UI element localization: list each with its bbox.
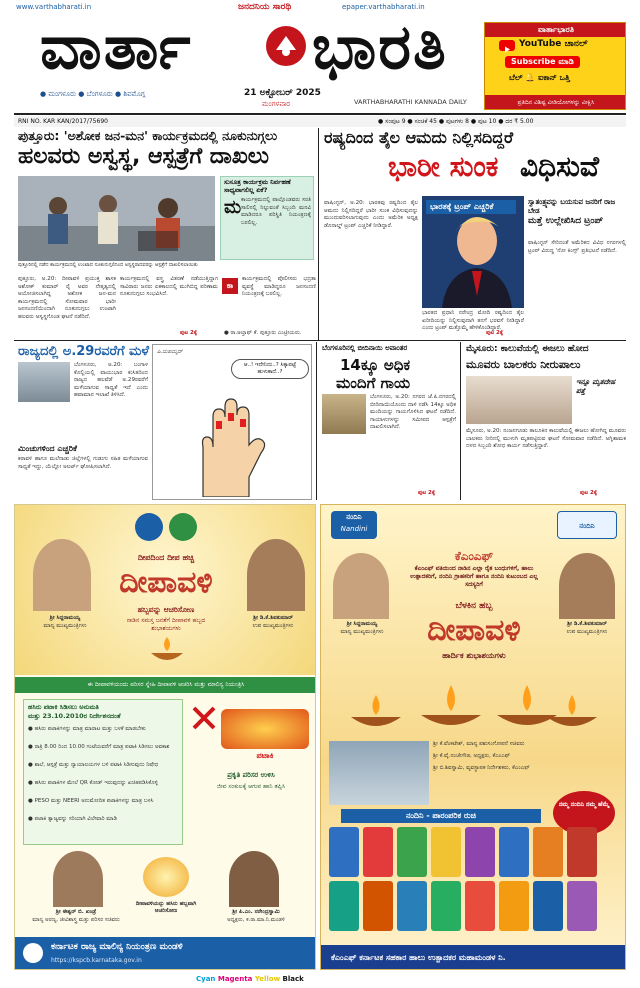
kspcb-rules-title: ಹಸಿರು ಪಟಾಕಿ ಸಿಡಿಸಲು ಅನುಮತಿ bbox=[28, 703, 99, 711]
kspcb-footer-url[interactable]: https://kspcb.karnataka.gov.in bbox=[51, 957, 142, 964]
issue-day: ಮಂಗಳವಾರ bbox=[262, 100, 291, 108]
kspcb-rules-date: ಮತ್ತು 23.10.2010ರ ನಿರ್ದೇಶನದಂತೆ bbox=[28, 712, 121, 720]
rain-story-subhead: ಮಿಂಚುಗಳಿಂದ ಎಚ್ಚರಿಕೆ bbox=[18, 444, 77, 453]
nandini-leaders-photo bbox=[329, 741, 429, 805]
nandini-ad-intro: ಕೆಎಂಎಫ್ ವತಿಯಿಂದ ನಾಡಿನ ಎಲ್ಲಾ ರೈತ ಬಂಧುಗಳಿಗೆ, ಹಾಲು ಉತ್ಪಾದಕರಿಗೆ, ನಂದಿನಿ ಗ್ರಾಹಕರಿಗೆ ಹಾಗೂ ನಂದಿನಿ ಕುಟುಂಬದ ಎಲ್ಲ ಸದಸ್ಯರಿಗೆ bbox=[410, 565, 538, 588]
kspcb-cm-name: ಶ್ರೀ ಸಿದ್ದರಾಮಯ್ಯ bbox=[49, 615, 81, 621]
right-story-headline-line1[interactable]: ರಷ್ಯದಿಂದ ತೈಲ ಆಮದು ನಿಲ್ಲಿಸದಿದ್ದರೆ bbox=[324, 128, 514, 147]
eco-subtitle: ಜೀವ ಸಂಕುಲಕ್ಕೆ ಆಗುವ ಹಾನಿ ತಪ್ಪಿಸಿ bbox=[216, 783, 286, 790]
minister1-name: ಶ್ರೀ ಈಶ್ವರ್ ಬಿ. ಖಂಡ್ರೆ bbox=[55, 909, 97, 915]
dog-story-body: ಬೆಂಗಳೂರು, ಅ.20: ನಗರದ ಜೆ.ಪಿ.ನಗರದಲ್ಲಿ ಬೀದಿನಾಯಿಯೊಂದು ದಾಳಿ ನಡೆಸಿ 14ಕ್ಕೂ ಅಧಿಕ ಮಂದಿಯನ್ನು ಗಾಯಗೊಳಿಸಿದ ಘಟನೆ ನಡೆದಿದೆ. ಗಾಯಾಳುಗಳನ್ನು ಸಮೀಪದ ಆಸ್ಪತ್ರೆಗೆ ದಾಖಲಿಸಲಾಗಿದೆ. bbox=[370, 394, 456, 431]
diya-row-icon bbox=[341, 665, 607, 735]
quote-icon: ಕಾ bbox=[222, 278, 238, 294]
editorial-cartoon[interactable] bbox=[152, 344, 312, 500]
cm-portrait bbox=[33, 539, 91, 611]
kspcb-cm-role: ಮಾನ್ಯ ಮುಖ್ಯಮಂತ್ರಿಗಳು bbox=[43, 623, 87, 629]
product-pack bbox=[363, 881, 393, 931]
dog-story-kicker: ಬೆಂಗಳೂರಿನಲ್ಲಿ ಬೀದಿನಾಯಿ ಅವಾಂತರ bbox=[322, 344, 408, 352]
rain-story-sub-body: ಕರಾವಳಿ ಹಾಗೂ ಮಲೆನಾಡು ಜಿಲ್ಲೆಗಳಲ್ಲಿ ಗುಡುಗು ಸಹಿತ ಮಳೆಯಾಗುವ ಸಾಧ್ಯತೆ ಇದ್ದು, ಯೆಲ್ಲೋ ಅಲರ್ಟ್ ಘೋಷಿಸಲಾಗಿದೆ. bbox=[18, 456, 148, 470]
youtube-ad[interactable] bbox=[484, 22, 626, 110]
nandini-leader-2: ಶ್ರೀ ಕೆ.ವೈ.ನಂಜೇಗೌಡ, ಅಧ್ಯಕ್ಷರು, ಕೆಎಂಎಫ್ bbox=[433, 753, 511, 759]
issue-info: ● ಸಂಪುಟ 9 ● ಸಂಚಿಕೆ 45 ● ಪುಟಗಳು 8 ● ಪುಟ 10 ● ದರ ₹ 5.00 bbox=[378, 118, 534, 125]
dog-story-continue-link[interactable]: ಪುಟ 2ಕ್ಕೆ bbox=[418, 490, 436, 496]
right-story-side-title2: ಮತ್ತೆ ಉಲ್ಲೇಖಿಸಿದ ಟ್ರಂಪ್ bbox=[528, 216, 604, 226]
kspcb-ad-title: ದೀಪಾವಳಿ bbox=[119, 565, 213, 600]
nandini-brand-kn: ನಂದಿನಿ bbox=[346, 513, 362, 521]
product-pack bbox=[329, 827, 359, 877]
cartoon-hand-drawing bbox=[183, 387, 283, 497]
product-pack bbox=[567, 881, 597, 931]
kspcb-dcm-name: ಶ್ರೀ ಡಿ.ಕೆ.ಶಿವಕುಮಾರ್ bbox=[253, 615, 293, 621]
product-pack bbox=[397, 827, 427, 877]
product-pack bbox=[465, 881, 495, 931]
mysore-story-side-label: ಇನ್ನೂ ಮೃತದೇಹ ಪತ್ತೆ bbox=[576, 378, 616, 396]
nandini-footer: ಕೆಎಂಎಫ್ ಕರ್ನಾಟಕ ಸಹಕಾರ ಹಾಲು ಉತ್ಪಾದಕರ ಮಹಾಮಂಡಳ ನಿ. bbox=[321, 945, 626, 970]
kspcb-deepavali-ad[interactable] bbox=[14, 504, 316, 970]
color-cyan: Cyan bbox=[196, 975, 216, 983]
left-story-byline: ● ರಾ.ಅಲ್ತಾಫ್ ಕೆ. ಪುತ್ತೂರು ಎಂಟ್ರೀಯರು. bbox=[224, 330, 302, 336]
rule-bullet: ● bbox=[28, 816, 35, 822]
color-yellow: Yellow bbox=[254, 975, 281, 983]
sidebar-box-title: ಸುಸೂತ್ರ ಕಾರ್ಯಕ್ರಮ ನಿರ್ವಹಣೆ ಸಾಧ್ಯವಾಗಲಿಲ್ಲ ಏಕೆ? bbox=[224, 178, 291, 194]
right-story-side-title: ಸ್ವಾತಂತ್ರ್ಯವನ್ನು ಬಯಸುವ ಜನರಿಗೆ ರಾಜ ಬೇಡ bbox=[528, 198, 616, 215]
right-story-body-col1: ವಾಷಿಂಗ್ಟನ್, ಅ.20: ಭಾರತವು ರಷ್ಯದಿಂದ ತೈಲ ಆಮದು ನಿಲ್ಲಿಸದಿದ್ದರೆ ಭಾರೀ ಸುಂಕ ವಿಧಿಸುವುದನ್ನು ಮುಂದುವರಿಸಲಾಗುವುದು ಎಂದು ಅಮೆರಿಕ ಅಧ್ಯಕ್ಷ ಡೊನಾಲ್ಡ್ ಟ್ರಂಪ್ ಎಚ್ಚರಿಕೆ ನೀಡಿದ್ದಾರೆ. bbox=[324, 200, 418, 229]
kspcb-ad-subtitle: ಹಬ್ಬವನ್ನು ಆಚರಿಸೋಣ bbox=[137, 605, 195, 614]
right-story-continue-link[interactable]: ಪುಟ 2ಕ್ಕೆ bbox=[486, 330, 504, 336]
nandini-logo-right: ನಂದಿನಿ bbox=[557, 511, 617, 539]
subscribe-button[interactable]: Subscribe ಮಾಡಿ bbox=[505, 56, 580, 68]
nandini-dcm-name: ಶ್ರೀ ಡಿ.ಕೆ.ಶಿವಕುಮಾರ್ bbox=[567, 621, 607, 627]
product-pack bbox=[431, 881, 461, 931]
nandini-dcm-role: ಉಪ ಮುಖ್ಯಮಂತ್ರಿಗಳು bbox=[566, 629, 608, 635]
product-pack bbox=[397, 881, 427, 931]
youtube-ad-channel: YouTube ಚಾನಲ್ bbox=[519, 39, 588, 49]
minister2-role: ಅಧ್ಯಕ್ಷರು, ಕ.ರಾ.ಮಾ.ನಿ.ಮಂಡಳಿ bbox=[227, 917, 285, 923]
nandini-badge: ನಮ್ಮ ನಂದಿನಿ ನಮ್ಮ ಹೆಮ್ಮೆ bbox=[553, 791, 615, 835]
kspcb-rule-6: ● ಪಟಾಕಿ ತ್ಯಾಜ್ಯವನ್ನು ಸರಿಯಾಗಿ ವಿಲೇವಾರಿ ಮಾಡಿ bbox=[28, 816, 117, 822]
left-story-body-col2: ಕಾರ್ಯಕ್ರಮದಲ್ಲಿ ವಸ್ತ್ರ ವಿತರಣೆ ನಡೆಯುತ್ತಿದ್ದಾಗ ಸಾವಿರಾರು ಜನರು ಏಕಕಾಲದಲ್ಲಿ ಮುಗಿಬಿದ್ದ ಪರಿಣಾಮ ನೂಕುನುಗ್ಗಲು ಸಂಭವಿಸಿದೆ. bbox=[120, 276, 218, 298]
masthead-emblem-icon bbox=[266, 26, 306, 66]
editions-list: ● ಮಂಗಳೂರು ● ಬೆಂಗಳೂರು ● ಶಿವಮೊಗ್ಗ bbox=[40, 90, 146, 98]
product-pack bbox=[363, 827, 393, 877]
cracker-image bbox=[221, 709, 309, 749]
column-divider bbox=[318, 128, 319, 340]
rain-story-photo bbox=[18, 362, 70, 402]
kspcb-footer bbox=[15, 937, 316, 970]
nandini-tagline: ನಂದಿನಿ - ಪಾರಂಪರಿಕ ರುಚಿ bbox=[341, 809, 541, 823]
rule-bullet: ● bbox=[28, 762, 35, 768]
epaper-url[interactable]: epaper.varthabharati.in bbox=[342, 3, 425, 11]
mysore-story-kicker: ಮೈಸೂರು: ಕಾಲುವೆಯಲ್ಲಿ ಈಜಲು ಹೋದ bbox=[466, 344, 589, 354]
nandini-dcm-portrait bbox=[559, 553, 615, 619]
youtube-ad-bell: ಬೆಲ್ 🔔 ಐಕಾನ್ ಒತ್ತಿ bbox=[509, 73, 570, 82]
eco-title: ಪ್ರಕೃತಿ ಪರಿಸರ ಉಳಿಸಿ bbox=[227, 771, 275, 779]
center-diya-icon bbox=[143, 857, 189, 897]
sidebar-box-text: ಕಾರ್ಯಕ್ರಮದಲ್ಲಿ ಪಾಲ್ಗೊಂಡವರು ಸರತಿ ಸಾಲಿನಲ್ಲಿ ನಿಲ್ಲುವಂತೆ ಸಿಬ್ಬಂದಿ ಮನವಿ ಮಾಡಿದರೂ ಪರಿಸ್ಥಿತಿ ನಿಯಂತ್ರಣಕ್ಕೆ ಬರಲಿಲ್ಲ. bbox=[241, 197, 311, 226]
product-pack bbox=[465, 827, 495, 877]
right-story-side-body: ವಾಷಿಂಗ್ಟನ್ ಸೇರಿದಂತೆ ಅಮೆರಿಕದ ವಿವಿಧ ನಗರಗಳಲ್ಲಿ ಟ್ರಂಪ್ ವಿರುದ್ಧ 'ನೋ ಕಿಂಗ್ಸ್' ಪ್ರತಿಭಟನೆ ನಡೆದಿದೆ. bbox=[528, 240, 626, 254]
nandini-leader-3: ಶ್ರೀ ಬಿ.ಶಿವಸ್ವಾಮಿ, ವ್ಯವಸ್ಥಾಪಕ ನಿರ್ದೇಶಕರು, ಕೆಎಂಎಫ್ bbox=[433, 765, 530, 771]
section-divider bbox=[14, 340, 626, 341]
nandini-logo bbox=[331, 511, 377, 539]
mysore-story-photos bbox=[466, 376, 572, 424]
nandini-cm-portrait bbox=[333, 553, 389, 619]
right-story-headline-red[interactable]: ಭಾರೀ ಸುಂಕ bbox=[388, 150, 499, 183]
kspcb-logos bbox=[126, 513, 206, 549]
kspcb-center-caption: ದೀಪಾವಳಿಯನ್ನು ಹಸಿರು ಹಬ್ಬವಾಗಿ ಆಚರಿಸೋಣ bbox=[135, 901, 197, 914]
nandini-ad-lights: ಬೆಳಕಿನ ಹಬ್ಬ bbox=[455, 601, 493, 611]
kmf-label: ಕೆಎಂಎಫ್ bbox=[454, 549, 494, 563]
nandini-deepavali-ad[interactable] bbox=[320, 504, 626, 970]
no-cracker-cross-icon bbox=[191, 705, 217, 731]
dcm-portrait bbox=[247, 539, 305, 611]
diya-lamp-icon bbox=[147, 633, 187, 665]
left-story-kicker: ಪುತ್ತೂರು: 'ಅಶೋಕ ಜನ-ಮನ' ಕಾರ್ಯಕ್ರಮದಲ್ಲಿ ನೂಕುನುಗ್ಗಲು bbox=[18, 128, 278, 143]
minister2-portrait bbox=[229, 851, 279, 907]
rni-number: RNI NO. KAR KAN/2017/75690 bbox=[18, 118, 108, 125]
kspcb-rule-1: ● ಹಸಿರು ಪಟಾಕಿಗಳನ್ನು ಮಾತ್ರ ಮಾರಾಟ ಮತ್ತು ಬಳಕೆ ಮಾಡಬೇಕು bbox=[28, 726, 146, 732]
product-pack bbox=[533, 881, 563, 931]
product-pack bbox=[499, 881, 529, 931]
mysore-story-continue-link[interactable]: ಪುಟ 2ಕ್ಕೆ bbox=[580, 490, 598, 496]
rule-bullet: ● bbox=[28, 726, 35, 732]
left-story-quote: ಕಾರ್ಯಕ್ರಮದಲ್ಲಿ ಪೊಲೀಸರು ಭದ್ರತಾ ವ್ಯವಸ್ಥೆ ಮಾಡಿದ್ದರೂ ಜನಸಂದಣಿ ನಿಯಂತ್ರಣಕ್ಕೆ ಬರಲಿಲ್ಲ. bbox=[242, 276, 316, 298]
kspcb-rule-2: ● ರಾತ್ರಿ 8.00 ರಿಂದ 10.00 ಗಂಟೆಯವರೆಗೆ ಮಾತ್ರ ಪಟಾಕಿ ಸಿಡಿಸಲು ಅವಕಾಶ bbox=[28, 744, 170, 750]
masthead-title-right: ಭಾರತಿ bbox=[312, 10, 448, 83]
column-divider-3 bbox=[460, 342, 461, 500]
dog-story-headline-2[interactable]: ಮಂದಿಗೆ ಗಾಯ bbox=[336, 374, 411, 392]
color-magenta: Magenta bbox=[217, 975, 253, 983]
rule-bullet: ● bbox=[28, 744, 35, 750]
dog-story-photo bbox=[322, 394, 366, 434]
minister1-portrait bbox=[53, 851, 103, 907]
cartoon-speech-bubble: ಆ..! ಇದೇನಿದು..? ಸಿಕ್ಕಾಪಟ್ಟೆ ಹುಳುಕಾದೆ..? bbox=[231, 359, 309, 379]
kspcb-ad-greeting: ದೀಪದಿಂದ ದೀಪ ಹಚ್ಚಿ bbox=[137, 553, 195, 562]
product-pack bbox=[431, 827, 461, 877]
product-pack bbox=[329, 881, 359, 931]
product-pack bbox=[533, 827, 563, 877]
right-story-body-col2: ಭಾರತದ ಪ್ರಧಾನಿ ನರೇಂದ್ರ ಮೋದಿ ರಷ್ಯದಿಂದ ತೈಲ ಖರೀದಿಯನ್ನು ನಿಲ್ಲಿಸುವುದಾಗಿ ತನಗೆ ಭರವಸೆ ನೀಡಿದ್ದಾರೆ ಎಂದು ಟ್ರಂಪ್ ಮತ್ತೊಮ್ಮೆ ಹೇಳಿಕೊಂಡಿದ್ದಾರೆ. bbox=[422, 310, 524, 332]
kspcb-footer-name: ಕರ್ನಾಟಕ ರಾಜ್ಯ ಮಾಲಿನ್ಯ ನಿಯಂತ್ರಣ ಮಂಡಳಿ bbox=[51, 942, 183, 952]
kspcb-rules-box bbox=[23, 699, 183, 845]
kspcb-dcm-role: ಉಪ ಮುಖ್ಯಮಂತ್ರಿಗಳು bbox=[252, 623, 294, 629]
nandini-brand-en: Nandini bbox=[340, 525, 368, 533]
cartoon-artist: ಪಿ.ಮಹಮ್ಮದ್ bbox=[157, 349, 183, 355]
mysore-story-headline[interactable]: ಮೂವರು ಬಾಲಕರು ನೀರುಪಾಲು bbox=[466, 358, 581, 371]
product-pack bbox=[499, 827, 529, 877]
right-story-headline-black[interactable]: ವಿಧಿಸುವೆ bbox=[520, 150, 600, 183]
kspcb-logo-icon bbox=[23, 943, 43, 963]
sidebar-box-dropcap: ಮ bbox=[224, 197, 242, 218]
left-story-photo bbox=[18, 176, 215, 261]
minister1-role: ಮಾನ್ಯ ಅರಣ್ಯ, ಜೀವಿಶಾಸ್ತ್ರ ಮತ್ತು ಪರಿಸರ ಸಚಿವರು bbox=[32, 917, 120, 923]
mysore-story-body: ಮೈಸೂರು, ಅ.20: ನಂಜನಗೂಡು ತಾಲೂಕಿನ ಕಾಲುವೆಯಲ್ಲಿ ಈಜಲು ಹೋಗಿದ್ದ ಮೂವರು ಬಾಲಕರು ನೀರಿನಲ್ಲಿ ಮುಳುಗಿ ಮೃತಪಟ್ಟಿರುವ ಘಟನೆ ಸೋಮವಾರ ನಡೆದಿದೆ. ಅಗ್ನಿಶಾಮಕ ದಳದ ಸಿಬ್ಬಂದಿ ಶೋಧ ಕಾರ್ಯ ನಡೆಸುತ್ತಿದ್ದಾರೆ. bbox=[466, 428, 626, 450]
dog-story-headline-1[interactable]: 14ಕ್ಕೂ ಅಧಿಕ bbox=[340, 356, 411, 374]
column-divider-2 bbox=[316, 342, 317, 500]
masthead-title-left: ವಾರ್ತಾ bbox=[40, 10, 193, 83]
rule-bullet: ● bbox=[28, 798, 35, 804]
left-story-headline[interactable]: ಹಲವರು ಅಸ್ವಸ್ಥ, ಆಸ್ಪತ್ರೆಗೆ ದಾಖಲು bbox=[18, 144, 270, 169]
nandini-leader-1: ಶ್ರೀ ಕೆ.ವೆಂಕಟೇಶ್, ಮಾನ್ಯ ಪಶುಸಂಗೋಪನೆ ಸಚಿವರು bbox=[433, 741, 525, 747]
header-divider bbox=[14, 113, 626, 115]
youtube-play-icon bbox=[499, 40, 515, 51]
nandini-cm-name: ಶ್ರೀ ಸಿದ್ದರಾಮಯ್ಯ bbox=[346, 621, 378, 627]
cracker-label: ಪಟಾಕಿ bbox=[256, 751, 274, 760]
kspcb-rule-3: ● ಶಾಲೆ, ಆಸ್ಪತ್ರೆ ಮತ್ತು ನ್ಯಾಯಾಲಯಗಳ ಬಳಿ ಪಟಾಕಿ ಸಿಡಿಸುವುದು ನಿಷೇಧ bbox=[28, 762, 159, 768]
left-story-caption: ಪುತ್ತೂರಿನಲ್ಲಿ ನಡೆದ ಕಾರ್ಯಕ್ರಮದಲ್ಲಿ ಉಂಟಾದ ನೂಕುನುಗ್ಗಲಿನಿಂದ ಅಸ್ವಸ್ಥರಾದವರನ್ನು ಆಸ್ಪತ್ರೆಗೆ ದಾಖಲಿಸಲಾಯಿತು bbox=[18, 262, 198, 268]
website-url[interactable]: www.varthabharati.in bbox=[16, 3, 92, 11]
print-color-bar bbox=[196, 975, 304, 983]
trump-photo-tag: ಭಾರತಕ್ಕೆ ಟ್ರಂಪ್ ಎಚ್ಚರಿಕೆ bbox=[426, 200, 516, 214]
kspcb-ad-wish: ನಾಡಿನ ಸಮಸ್ತ ಜನತೆಗೆ ದೀಪಾವಳಿ ಹಬ್ಬದ ಶುಭಾಶಯಗಳು bbox=[126, 617, 206, 632]
rain-story-body: ಬೆಂಗಳೂರು, ಅ.20: ಬಂಗಾಳ ಕೊಲ್ಲಿಯಲ್ಲಿ ವಾಯುಭಾರ ಕುಸಿತದಿಂದ ರಾಜ್ಯದ ಹಲವೆಡೆ ಅ.29ರವರೆಗೆ ಮಳೆಯಾಗುವ ಸಾಧ್ಯತೆ ಇದೆ ಎಂದು ಹವಾಮಾನ ಇಲಾಖೆ ತಿಳಿಸಿದೆ. bbox=[74, 362, 148, 399]
kspcb-rule-4: ● ಹಸಿರು ಪಟಾಕಿಗಳ ಮೇಲೆ QR ಕೋಡ್ ಇರುವುದನ್ನು ಖಚಿತಪಡಿಸಿಕೊಳ್ಳಿ bbox=[28, 780, 158, 786]
kspcb-ad-notice: ಈ ದೀಪಾವಳಿಯಂದು ಪರಿಸರ ಸ್ನೇಹಿ ದೀಪಾವಳಿ ಆಚರಿಸಿ ಮತ್ತು ಮಾಲಿನ್ಯ ನಿಯಂತ್ರಿಸಿ bbox=[15, 677, 316, 693]
minister2-name: ಶ್ರೀ ಪಿ.ಎಂ. ನರೇಂದ್ರಸ್ವಾಮಿ bbox=[232, 909, 280, 915]
rule-bullet: ● bbox=[28, 780, 35, 786]
product-pack bbox=[567, 827, 597, 877]
issue-date: 21 ಅಕ್ಟೋಬರ್ 2025 bbox=[244, 88, 321, 98]
kspcb-rule-5: ● PESO ಮತ್ತು NEERI ಅನುಮೋದಿತ ಪಟಾಕಿಗಳನ್ನು ಮಾತ್ರ ಬಳಸಿ bbox=[28, 798, 154, 804]
youtube-ad-footer: ಪ್ರತಿದಿನ ವಿಶಿಷ್ಟ ವೀಡಿಯೋಗಳನ್ನು ವೀಕ್ಷಿಸಿ bbox=[485, 95, 626, 110]
daily-label: VARTHABHARATHI KANNADA DAILY bbox=[354, 98, 467, 106]
nandini-ad-greeting: ಹಾರ್ದಿಕ ಶುಭಾಶಯಗಳು bbox=[442, 651, 506, 660]
tagline: ಜನದನಿಯ ಸಾರಥಿ bbox=[238, 2, 292, 12]
left-story-sidebar-box bbox=[220, 176, 314, 260]
rain-story-headline[interactable]: ರಾಜ್ಯದಲ್ಲಿ ಅ.29ರವರೆಗೆ ಮಳೆ bbox=[18, 344, 149, 359]
left-story-continue-link[interactable]: ಪುಟ 2ಕ್ಕೆ bbox=[180, 330, 198, 336]
youtube-ad-brand: ವಾರ್ತಾಭಾರತಿ bbox=[485, 23, 626, 37]
left-story-body-col1: ಪುತ್ತೂರು, ಅ.20: ದೀಪಾವಳಿ ಪ್ರಯುಕ್ತ ಶಾಸಕ ಅಶೋಕ್ ಕುಮಾರ್ ರೈ ಅವರ ನೇತೃತ್ವದಲ್ಲಿ ಆಯೋಜಿಸಲಾಗಿದ್ದ ಅಶೋಕ ಜನ-ಮನ ಕಾರ್ಯಕ್ರಮದಲ್ಲಿ ಸೋಮವಾರ ಭಾರೀ ಜನಸಂದಣಿಯಿಂದಾಗಿ ನೂಕುನುಗ್ಗಲು ಉಂಟಾಗಿ ಹಲವರು ಅಸ್ವಸ್ಥಗೊಂಡ ಘಟನೆ ನಡೆದಿದೆ. bbox=[18, 276, 116, 320]
nandini-ad-title: ದೀಪಾವಳಿ bbox=[427, 613, 521, 648]
nandini-cm-role: ಮಾನ್ಯ ಮುಖ್ಯಮಂತ್ರಿಗಳು bbox=[340, 629, 384, 635]
nandini-product-grid bbox=[329, 827, 619, 939]
color-black: Black bbox=[282, 975, 304, 983]
